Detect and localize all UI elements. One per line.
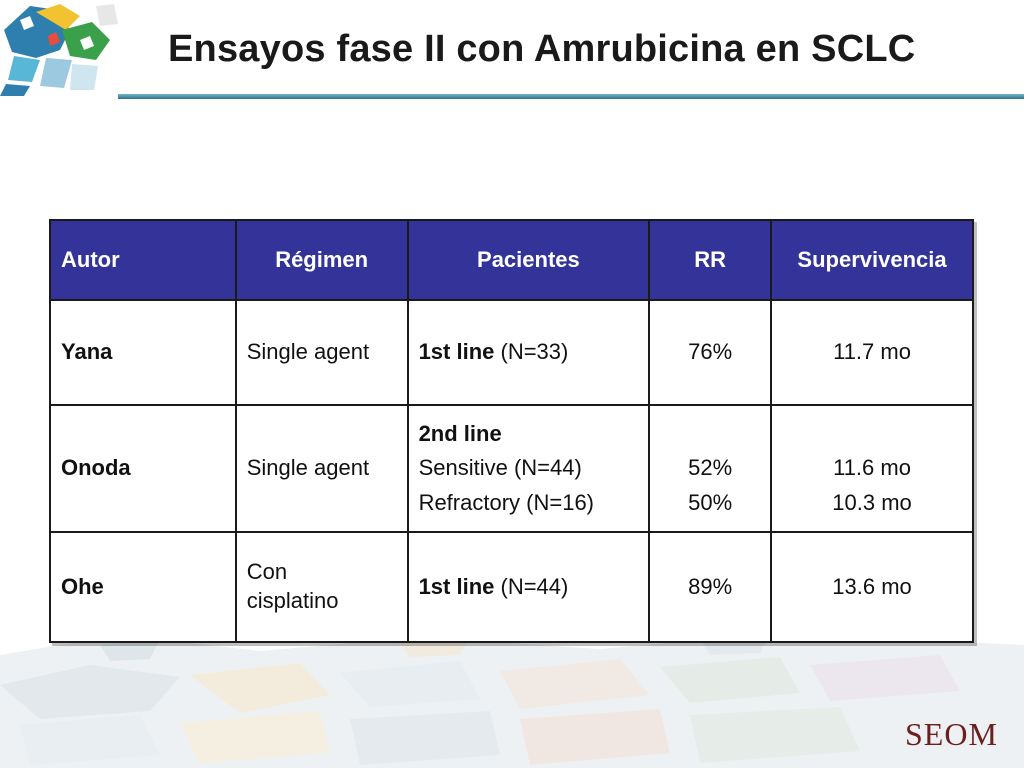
header-rr: RR <box>649 220 771 300</box>
cell-regimen <box>236 532 408 642</box>
cell-regimen: Single agent <box>236 300 408 405</box>
cell-rr: 89% <box>649 532 771 642</box>
cell-rr <box>649 405 771 532</box>
surv-value-sensitive: 11.6 mo <box>833 455 911 481</box>
pacientes-line-label: 1st line <box>418 339 495 365</box>
cell-autor: Onoda <box>50 405 236 532</box>
cell-supervivencia: 11.7 mo <box>771 300 973 405</box>
seom-logo: SEOM <box>905 716 998 752</box>
pacientes-line-label: 1st line <box>418 573 495 599</box>
surv-blank-line <box>782 417 962 451</box>
trials-table <box>49 219 974 643</box>
page-title: Ensayos fase II con Amrubicina en SCLC <box>168 28 916 70</box>
cell-autor: Yana <box>50 300 236 405</box>
table-header-row <box>50 220 973 300</box>
cell-supervivencia <box>771 405 973 532</box>
rr-value-sensitive: 52% <box>688 455 733 481</box>
pacientes-count: (N=44) <box>494 573 569 599</box>
table-row <box>50 405 973 532</box>
pacientes-line-label: 2nd line <box>418 421 502 447</box>
cell-pacientes <box>408 532 650 642</box>
header-pacientes: Pacientes <box>408 220 650 300</box>
cell-pacientes <box>408 300 650 405</box>
header-autor: Autor <box>50 220 236 300</box>
table-row <box>50 532 973 642</box>
regimen-line-1: Con <box>246 559 288 585</box>
mosaic-logo <box>0 0 120 96</box>
cell-supervivencia: 13.6 mo <box>771 532 973 642</box>
cell-pacientes <box>408 405 650 532</box>
pacientes-subgroup-refractory: Refractory (N=16) <box>418 489 595 515</box>
regimen-line-2: cisplatino <box>246 588 339 613</box>
cell-rr: 76% <box>649 300 771 405</box>
table-row <box>50 300 973 405</box>
header-regimen: Régimen <box>236 220 408 300</box>
cell-regimen: Single agent <box>236 405 408 532</box>
rr-value-refractory: 50% <box>688 489 733 515</box>
cell-autor: Ohe <box>50 532 236 642</box>
rr-blank-line <box>660 417 760 451</box>
header-supervivencia: Supervivencia <box>771 220 973 300</box>
mosaic-logo-art <box>0 0 120 96</box>
pacientes-count: (N=33) <box>494 339 569 365</box>
surv-value-refractory: 10.3 mo <box>832 489 912 515</box>
title-divider <box>118 94 1024 99</box>
pacientes-subgroup-sensitive: Sensitive (N=44) <box>418 455 582 481</box>
